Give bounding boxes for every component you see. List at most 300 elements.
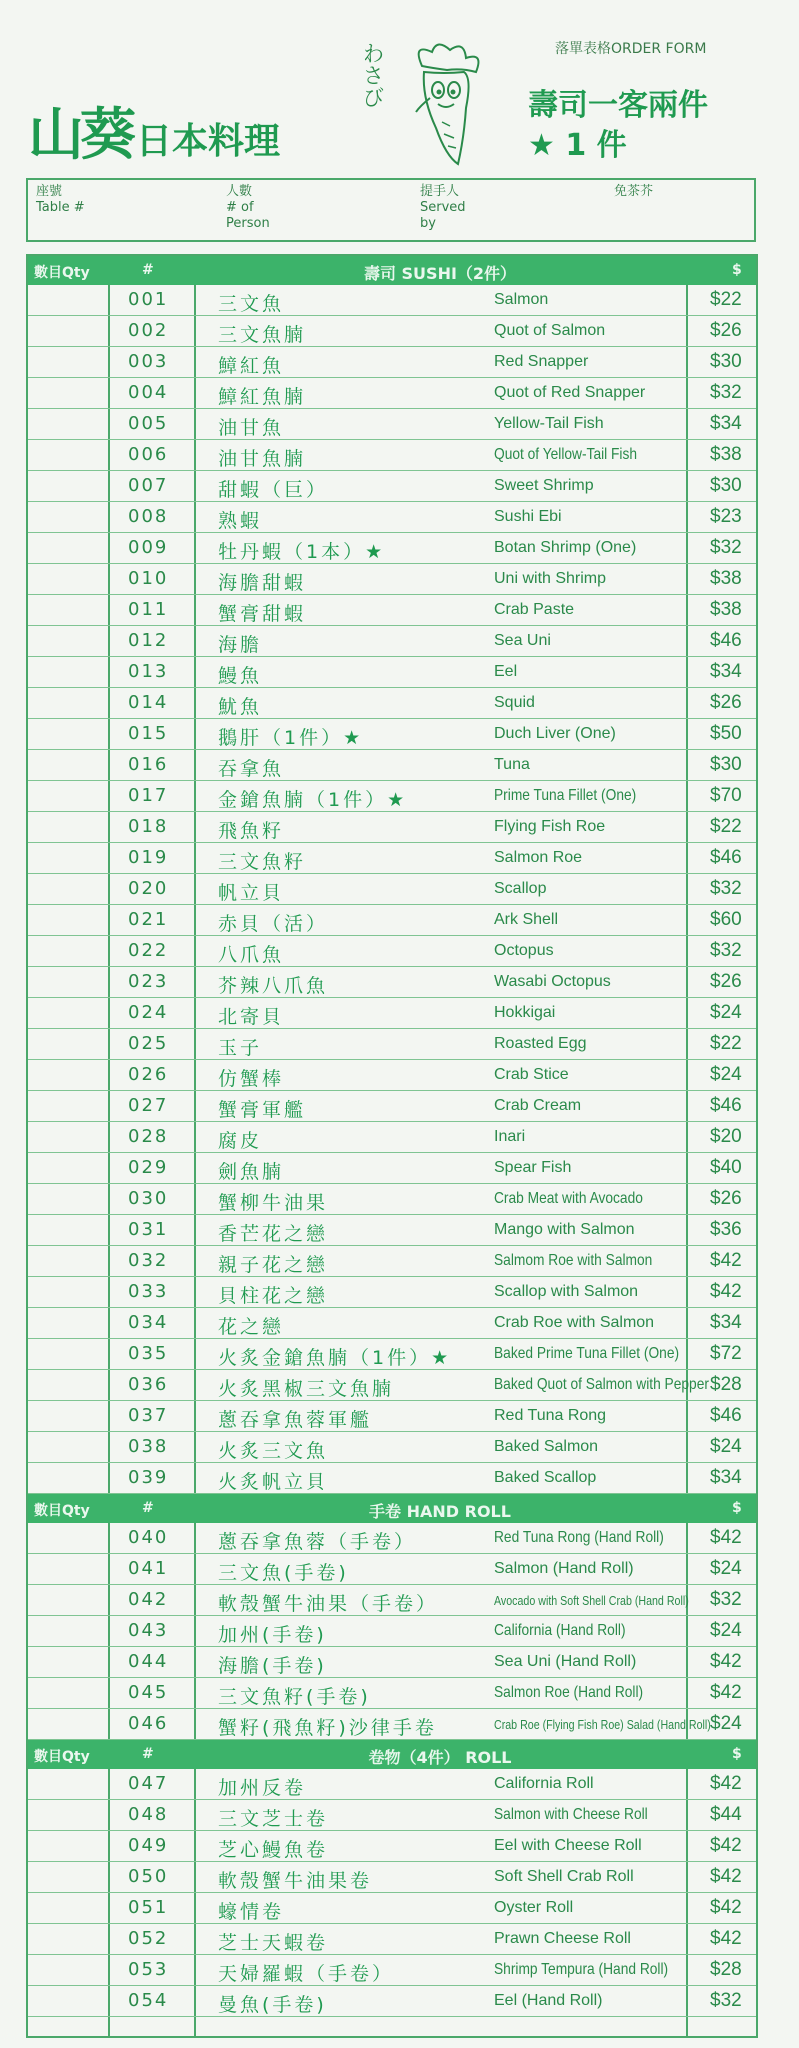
qty-input[interactable]	[28, 843, 108, 873]
menu-item-row[interactable]	[28, 1862, 756, 1893]
menu-item-row[interactable]	[28, 1091, 756, 1122]
qty-input[interactable]	[28, 936, 108, 966]
item-number: 045	[128, 1682, 169, 1703]
item-name-chinese: 火炙三文魚	[218, 1440, 329, 1462]
item-price: $46	[710, 1095, 742, 1116]
item-price: $38	[710, 599, 742, 620]
item-name-chinese: 八爪魚	[218, 944, 285, 966]
menu-item-row[interactable]	[28, 1554, 756, 1585]
qty-input[interactable]	[28, 285, 108, 315]
item-price: $28	[710, 1959, 742, 1980]
menu-item-row[interactable]	[28, 1432, 756, 1463]
qty-input[interactable]	[28, 1831, 108, 1861]
menu-item-row[interactable]	[28, 1060, 756, 1091]
item-name-english: Quot of Red Snapper	[494, 384, 646, 401]
item-price: $24	[710, 1713, 742, 1734]
item-name-english: Uni with Shrimp	[494, 570, 607, 587]
qty-input[interactable]	[28, 1184, 108, 1214]
qty-input[interactable]	[28, 502, 108, 532]
item-number: 054	[128, 1990, 169, 2011]
menu-item-row[interactable]	[28, 998, 756, 1029]
item-price: $42	[710, 1527, 742, 1548]
item-name-chinese: 蠔情卷	[218, 1901, 285, 1923]
item-name-english: Salmon with Cheese Roll	[494, 1806, 648, 1823]
item-price: $40	[710, 1157, 742, 1178]
qty-input[interactable]	[28, 1678, 108, 1708]
item-name-chinese: 蟹柳牛油果	[218, 1192, 329, 1214]
person-count-field[interactable]: 人數 # of Person	[226, 184, 270, 231]
item-name-english: Scallop	[494, 880, 547, 897]
item-number: 034	[128, 1312, 169, 1333]
item-name-chinese: 三文芝士卷	[218, 1808, 329, 1830]
item-name-english: Crab Roe with Salmon	[494, 1314, 655, 1331]
item-price: $50	[710, 723, 742, 744]
menu-item-row[interactable]	[28, 657, 756, 688]
item-name-chinese: 吞拿魚	[218, 758, 285, 780]
qty-input[interactable]	[28, 409, 108, 439]
item-name-chinese: 軟殼蟹牛油果卷	[218, 1870, 373, 1892]
item-price: $34	[710, 1312, 742, 1333]
menu-item-row[interactable]	[28, 1401, 756, 1432]
item-name-english: Salmon (Hand Roll)	[494, 1560, 634, 1577]
menu-item-row[interactable]	[28, 874, 756, 905]
item-name-chinese: 油甘魚	[218, 417, 285, 439]
item-number: 046	[128, 1713, 169, 1734]
qty-input[interactable]	[28, 378, 108, 408]
qty-input[interactable]	[28, 1277, 108, 1307]
item-number: 024	[128, 1002, 169, 1023]
item-name-english: Yellow-Tail Fish	[494, 415, 604, 432]
item-number: 022	[128, 940, 169, 961]
item-name-chinese: 帆立貝	[218, 882, 285, 904]
qty-input[interactable]	[28, 750, 108, 780]
menu-item-row[interactable]	[28, 1678, 756, 1709]
item-number: 032	[128, 1250, 169, 1271]
menu-item-row[interactable]	[28, 1585, 756, 1616]
item-name-chinese: 三文魚(手卷)	[218, 1562, 349, 1584]
menu-item-row[interactable]	[28, 1339, 756, 1370]
qty-input[interactable]	[28, 905, 108, 935]
item-number: 053	[128, 1959, 169, 1980]
item-price: $42	[710, 1281, 742, 1302]
item-name-english: Sea Uni (Hand Roll)	[494, 1653, 637, 1670]
served-by-field[interactable]: 提手人 Served by	[420, 184, 466, 231]
item-price: $26	[710, 971, 742, 992]
item-name-chinese: 鱆紅魚	[218, 355, 285, 377]
item-name-chinese: 油甘魚腩	[218, 448, 307, 470]
item-price: $60	[710, 909, 742, 930]
item-number: 010	[128, 568, 169, 589]
qty-input[interactable]	[28, 1339, 108, 1369]
item-price: $24	[710, 1064, 742, 1085]
item-name-english: Tuna	[494, 756, 530, 773]
item-number: 004	[128, 382, 169, 403]
item-name-chinese: 牡丹蝦（1本）★	[218, 541, 386, 563]
number-column-header: #	[142, 262, 154, 278]
item-name-english: California (Hand Roll)	[494, 1622, 626, 1639]
item-name-english: Octopus	[494, 942, 554, 959]
item-price: $44	[710, 1804, 742, 1825]
qty-input[interactable]	[28, 471, 108, 501]
item-number: 020	[128, 878, 169, 899]
item-name-chinese: 仿蟹棒	[218, 1068, 285, 1090]
item-price: $42	[710, 1866, 742, 1887]
item-name-english: Baked Scallop	[494, 1469, 597, 1486]
menu-item-row[interactable]	[28, 781, 756, 812]
item-number: 025	[128, 1033, 169, 1054]
price-column-header: $	[732, 1500, 742, 1516]
item-number: 023	[128, 971, 169, 992]
section-header	[28, 1494, 756, 1523]
menu-item-row[interactable]	[28, 1986, 756, 2017]
item-price: $38	[710, 444, 742, 465]
qty-input[interactable]	[28, 1585, 108, 1615]
menu-item-row[interactable]	[28, 378, 756, 409]
item-name-english: Baked Prime Tuna Fillet (One)	[494, 1345, 680, 1362]
menu-item-row[interactable]	[28, 967, 756, 998]
item-name-chinese: 海膽甜蝦	[218, 572, 307, 594]
item-name-english: Squid	[494, 694, 535, 711]
item-name-chinese: 熟蝦	[218, 510, 263, 532]
item-price: $30	[710, 475, 742, 496]
item-name-chinese: 三文魚籽	[218, 851, 307, 873]
item-name-chinese: 花之戀	[218, 1316, 285, 1338]
item-name-chinese: 赤貝（活）	[218, 913, 329, 935]
menu-item-row[interactable]	[28, 1153, 756, 1184]
menu-item-row[interactable]	[28, 1769, 756, 1800]
qty-input[interactable]	[28, 1955, 108, 1985]
item-number: 018	[128, 816, 169, 837]
qty-input[interactable]	[28, 626, 108, 656]
section-title: 卷物（4件） ROLL	[368, 1748, 512, 1767]
menu-item-row[interactable]	[28, 1215, 756, 1246]
wasabi-kana: わさび	[359, 42, 384, 108]
qty-input[interactable]	[28, 1924, 108, 1954]
item-price: $26	[710, 692, 742, 713]
menu-item-row[interactable]	[28, 564, 756, 595]
menu-item-row[interactable]	[28, 440, 756, 471]
qty-input[interactable]	[28, 595, 108, 625]
menu-item-row[interactable]	[28, 936, 756, 967]
qty-input[interactable]	[28, 1463, 108, 1493]
item-price: $34	[710, 413, 742, 434]
qty-column-header: 數目Qty	[34, 1503, 90, 1519]
qty-input[interactable]	[28, 967, 108, 997]
qty-input[interactable]	[28, 1800, 108, 1830]
item-price: $32	[710, 940, 742, 961]
qty-input[interactable]	[28, 719, 108, 749]
item-name-chinese: 三文魚籽(手卷)	[218, 1686, 371, 1708]
item-name-chinese: 火炙黑椒三文魚腩	[218, 1378, 395, 1400]
menu-item-row[interactable]	[28, 1246, 756, 1277]
item-number: 017	[128, 785, 169, 806]
item-name-chinese: 親子花之戀	[218, 1254, 329, 1276]
item-name-chinese: 香芒花之戀	[218, 1223, 329, 1245]
item-name-english: Inari	[494, 1128, 526, 1145]
menu-item-row[interactable]	[28, 1647, 756, 1678]
item-name-english: Hokkigai	[494, 1004, 556, 1021]
menu-item-row[interactable]	[28, 471, 756, 502]
qty-input[interactable]	[28, 1986, 108, 2016]
item-name-chinese: 軟殼蟹牛油果（手卷）	[218, 1593, 439, 1615]
menu-item-row[interactable]	[28, 688, 756, 719]
item-price: $42	[710, 1928, 742, 1949]
item-number: 002	[128, 320, 169, 341]
item-price: $22	[710, 1033, 742, 1054]
item-name-english: Crab Cream	[494, 1097, 582, 1114]
menu-item-row[interactable]	[28, 750, 756, 781]
qty-input[interactable]	[28, 657, 108, 687]
item-name-chinese: 曼魚(手卷)	[218, 1994, 327, 2016]
qty-input[interactable]	[28, 781, 108, 811]
item-price: $24	[710, 1620, 742, 1641]
qty-input[interactable]	[28, 1246, 108, 1276]
item-price: $46	[710, 847, 742, 868]
item-price: $32	[710, 878, 742, 899]
logo-sub: 日本料理	[136, 121, 281, 162]
item-name-chinese: 三文魚	[218, 293, 285, 315]
qty-input[interactable]	[28, 1122, 108, 1152]
qty-input[interactable]	[28, 347, 108, 377]
qty-input[interactable]	[28, 1647, 108, 1677]
item-name-chinese: 蟹籽(飛魚籽)沙律手卷	[218, 1717, 437, 1739]
item-number: 014	[128, 692, 169, 713]
menu-item-row[interactable]	[28, 533, 756, 564]
price-column-header: $	[732, 1746, 742, 1762]
menu-item-row[interactable]	[28, 626, 756, 657]
menu-item-row[interactable]	[28, 347, 756, 378]
item-name-english: Botan Shrimp (One)	[494, 539, 637, 556]
item-price: $32	[710, 1589, 742, 1610]
item-price: $42	[710, 1250, 742, 1271]
item-number: 005	[128, 413, 169, 434]
item-number: 038	[128, 1436, 169, 1457]
menu-item-row[interactable]	[28, 843, 756, 874]
number-column-header: #	[142, 1500, 154, 1516]
menu-item-row[interactable]	[28, 905, 756, 936]
item-number: 044	[128, 1651, 169, 1672]
item-name-chinese: 蔥吞拿魚蓉（手卷）	[218, 1531, 417, 1553]
item-name-english: Eel	[494, 663, 518, 680]
qty-input[interactable]	[28, 316, 108, 346]
qty-input[interactable]	[28, 1153, 108, 1183]
item-name-chinese: 玉子	[218, 1037, 263, 1059]
item-name-english: Scallop with Salmon	[494, 1283, 639, 1300]
item-number: 035	[128, 1343, 169, 1364]
qty-input[interactable]	[28, 1029, 108, 1059]
menu-item-row[interactable]	[28, 1029, 756, 1060]
item-price: $30	[710, 754, 742, 775]
item-number: 003	[128, 351, 169, 372]
restaurant-logo	[28, 103, 281, 168]
item-number: 043	[128, 1620, 169, 1641]
item-number: 047	[128, 1773, 169, 1794]
item-price: $32	[710, 382, 742, 403]
item-number: 027	[128, 1095, 169, 1116]
item-number: 028	[128, 1126, 169, 1147]
promo-one-piece: ★ 1 件	[528, 128, 627, 163]
item-name-english: Baked Salmon	[494, 1438, 599, 1455]
item-name-chinese: 劍魚腩	[218, 1161, 285, 1183]
item-name-english: Ark Shell	[494, 911, 559, 928]
qty-input[interactable]	[28, 998, 108, 1028]
item-name-chinese: 腐皮	[218, 1130, 263, 1152]
item-price: $42	[710, 1682, 742, 1703]
item-number: 036	[128, 1374, 169, 1395]
item-name-english: Prawn Cheese Roll	[494, 1930, 631, 1947]
qty-column-header: 數目Qty	[34, 1749, 90, 1765]
menu-item-row[interactable]	[28, 409, 756, 440]
menu-item-row[interactable]	[28, 1924, 756, 1955]
item-name-english: California Roll	[494, 1775, 594, 1792]
qty-input[interactable]	[28, 533, 108, 563]
item-name-english: Flying Fish Roe	[494, 818, 606, 835]
item-number: 015	[128, 723, 169, 744]
qty-input[interactable]	[28, 1709, 108, 1739]
item-price: $24	[710, 1558, 742, 1579]
qty-input[interactable]	[28, 440, 108, 470]
promo-two-pieces: 壽司一客兩件	[528, 88, 708, 123]
item-name-english: Wasabi Octopus	[494, 973, 611, 990]
item-price: $28	[710, 1374, 742, 1395]
item-number: 009	[128, 537, 169, 558]
no-wasabi-field[interactable]: 免茶芥	[614, 184, 654, 199]
item-name-english: Eel (Hand Roll)	[494, 1992, 603, 2009]
menu-item-row[interactable]	[28, 1893, 756, 1924]
item-price: $26	[710, 1188, 742, 1209]
item-name-english: Salmon	[494, 291, 549, 308]
item-name-chinese: 加州(手卷)	[218, 1624, 327, 1646]
qty-input[interactable]	[28, 1893, 108, 1923]
item-name-chinese: 北寄貝	[218, 1006, 285, 1028]
item-name-english: Baked Quot of Salmon with Pepper	[494, 1376, 709, 1393]
item-name-english: Red Snapper	[494, 353, 589, 370]
item-price: $42	[710, 1773, 742, 1794]
item-name-english: Red Tuna Rong	[494, 1407, 607, 1424]
qty-input[interactable]	[28, 1060, 108, 1090]
price-column-header: $	[732, 262, 742, 278]
item-name-chinese: 火炙帆立貝	[218, 1471, 329, 1493]
qty-input[interactable]	[28, 1091, 108, 1121]
item-name-chinese: 三文魚腩	[218, 324, 307, 346]
item-number: 031	[128, 1219, 169, 1240]
table-number-field[interactable]: 座號 Table #	[36, 184, 85, 215]
menu-item-row[interactable]	[28, 1184, 756, 1215]
qty-input[interactable]	[28, 1616, 108, 1646]
item-number: 039	[128, 1467, 169, 1488]
section-header	[28, 256, 756, 285]
item-name-english: Salmon Roe	[494, 849, 583, 866]
menu-item-row[interactable]	[28, 316, 756, 347]
menu-item-row[interactable]	[28, 285, 756, 316]
item-name-english: Duch Liver (One)	[494, 725, 616, 742]
menu-item-row[interactable]	[28, 1463, 756, 1494]
qty-input[interactable]	[28, 1401, 108, 1431]
section-title: 壽司 SUSHI（2件）	[363, 264, 517, 283]
item-number: 052	[128, 1928, 169, 1949]
menu-item-row[interactable]	[28, 502, 756, 533]
menu-item-row[interactable]	[28, 1523, 756, 1554]
qty-input[interactable]	[28, 1215, 108, 1245]
item-price: $22	[710, 816, 742, 837]
qty-input[interactable]	[28, 1554, 108, 1584]
item-price: $42	[710, 1651, 742, 1672]
qty-input[interactable]	[28, 1862, 108, 1892]
item-price: $32	[710, 1990, 742, 2011]
qty-input[interactable]	[28, 1523, 108, 1553]
item-name-english: Avocado with Soft Shell Crab (Hand Roll)	[494, 1593, 689, 1608]
item-number: 048	[128, 1804, 169, 1825]
item-name-chinese: 金鎗魚腩（1件）★	[218, 789, 408, 811]
section-header	[28, 1740, 756, 1769]
menu-item-row[interactable]	[28, 1308, 756, 1339]
menu-item-row[interactable]	[28, 1831, 756, 1862]
item-number: 042	[128, 1589, 169, 1610]
menu-item-row[interactable]	[28, 1277, 756, 1308]
section-title: 手卷 HAND ROLL	[369, 1502, 511, 1521]
item-number: 021	[128, 909, 169, 930]
qty-input[interactable]	[28, 1308, 108, 1338]
menu-item-row[interactable]	[28, 719, 756, 750]
qty-column-header: 數目Qty	[34, 265, 90, 281]
menu-item-row[interactable]	[28, 812, 756, 843]
menu-item-row[interactable]	[28, 1122, 756, 1153]
item-number: 037	[128, 1405, 169, 1426]
menu-item-row[interactable]	[28, 1709, 756, 1740]
item-name-english: Quot of Salmon	[494, 322, 606, 339]
qty-input[interactable]	[28, 874, 108, 904]
item-name-chinese: 芝士天蝦卷	[218, 1932, 329, 1954]
qty-input[interactable]	[28, 564, 108, 594]
item-name-chinese: 蟹膏甜蝦	[218, 603, 307, 625]
item-name-chinese: 芥辣八爪魚	[218, 975, 329, 997]
qty-input[interactable]	[28, 812, 108, 842]
item-number: 006	[128, 444, 169, 465]
item-name-chinese: 蔥吞拿魚蓉軍艦	[218, 1409, 373, 1431]
item-name-english: Spear Fish	[494, 1159, 572, 1176]
item-name-english: Sweet Shrimp	[494, 477, 594, 494]
item-name-english: Roasted Egg	[494, 1035, 587, 1052]
item-name-chinese: 甜蝦（巨）	[218, 479, 329, 501]
item-number: 026	[128, 1064, 169, 1085]
item-price: $42	[710, 1897, 742, 1918]
item-number: 051	[128, 1897, 169, 1918]
menu-item-row[interactable]	[28, 1370, 756, 1401]
item-price: $42	[710, 1835, 742, 1856]
item-number: 041	[128, 1558, 169, 1579]
menu-item-row[interactable]	[28, 595, 756, 626]
item-number: 033	[128, 1281, 169, 1302]
item-price: $24	[710, 1002, 742, 1023]
qty-input[interactable]	[28, 688, 108, 718]
menu-item-row[interactable]	[28, 1616, 756, 1647]
qty-input[interactable]	[28, 1769, 108, 1799]
logo-main: 山葵	[28, 103, 132, 168]
item-name-english: Mango with Salmon	[494, 1221, 635, 1238]
qty-input[interactable]	[28, 1432, 108, 1462]
menu-item-row[interactable]	[28, 1955, 756, 1986]
item-price: $20	[710, 1126, 742, 1147]
item-price: $26	[710, 320, 742, 341]
item-name-english: Crab Meat with Avocado	[494, 1190, 643, 1207]
item-name-chinese: 海膽(手卷)	[218, 1655, 327, 1677]
item-number: 016	[128, 754, 169, 775]
menu-item-row[interactable]	[28, 1800, 756, 1831]
item-name-chinese: 鰻魚	[218, 665, 263, 687]
qty-input[interactable]	[28, 1370, 108, 1400]
item-price: $32	[710, 537, 742, 558]
item-name-english: Red Tuna Rong (Hand Roll)	[494, 1529, 664, 1546]
